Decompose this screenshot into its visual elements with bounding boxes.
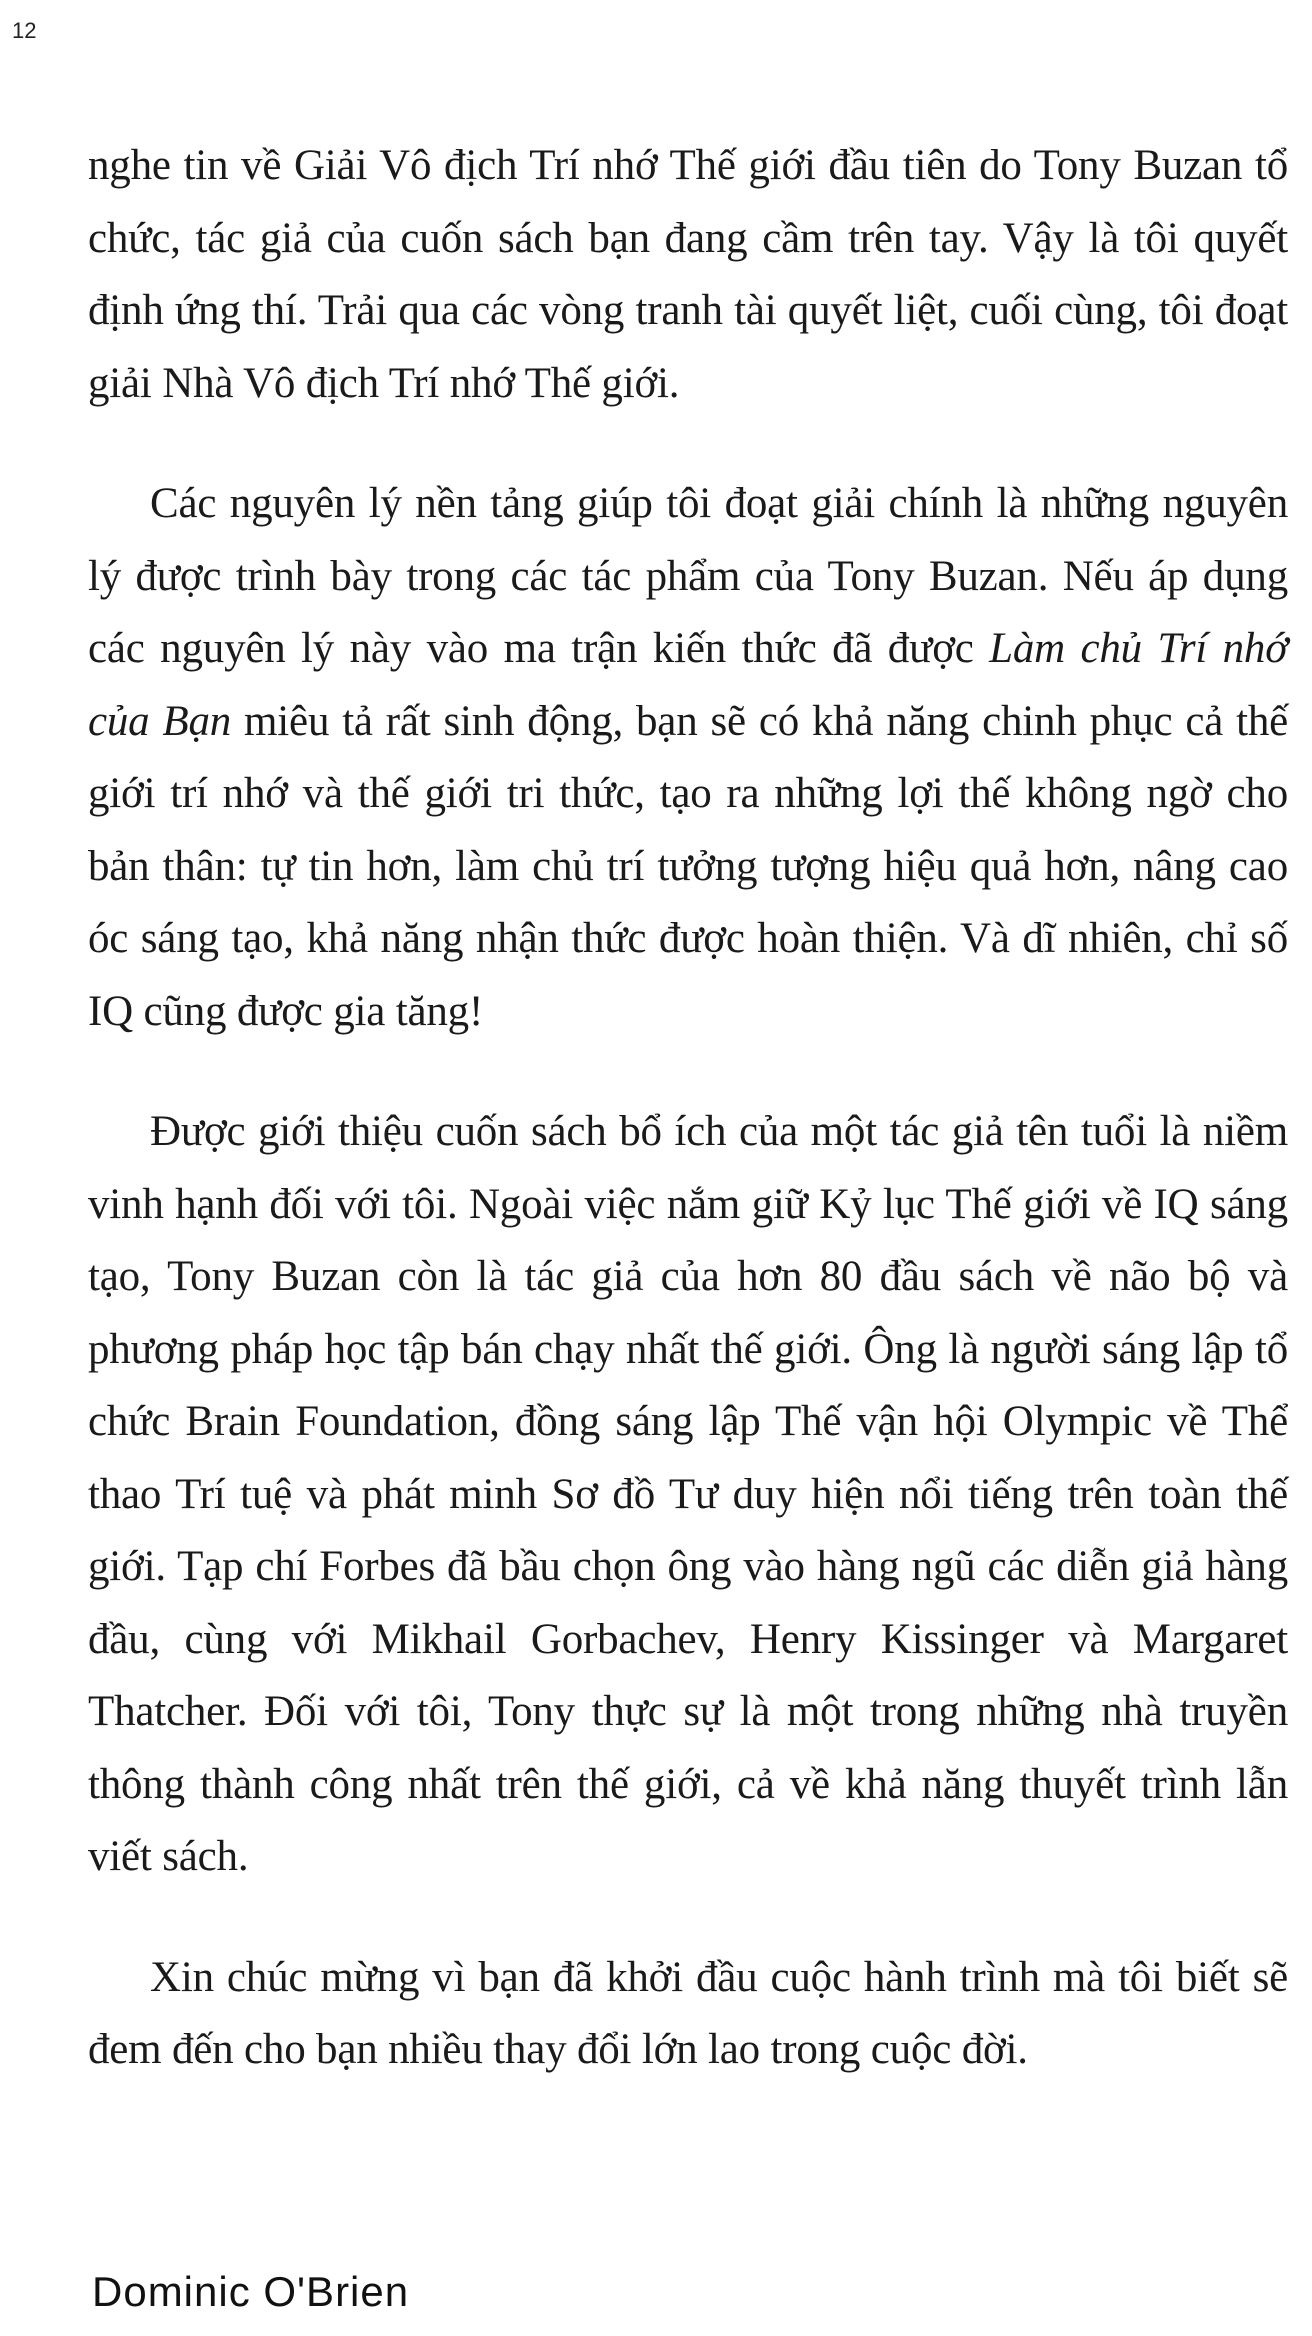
paragraph-text: nghe tin về Giải Vô địch Trí nhớ Thế giới đầu tiên do Tony Buzan tổ chức, tác giả của cuốn sách bạn đang cầm trên tay. Vậy là tôi quyết định ứng thí. Trải qua các vòng tranh tài quyết liệt, cuối cùng, tôi đoạt giải Nhà Vô địch Trí nhớ Thế giới.	[88, 142, 1288, 407]
author-signature: Dominic O'Brien	[92, 2268, 410, 2315]
paragraph-text: Xin chúc mừng vì bạn đã khởi đầu cuộc hành trình mà tôi biết sẽ đem đến cho bạn nhiều thay đổi lớn lao trong cuộc đời.	[88, 1953, 1288, 2073]
paragraph-continuation	[88, 130, 1288, 420]
paragraph-introduction	[88, 1096, 1288, 1894]
book-title-italic: Làm chủ Trí nhớ của Bạn	[88, 625, 1288, 745]
page-body	[88, 130, 1288, 2135]
paragraph-congratulations	[88, 1942, 1288, 2087]
paragraph-text: Các nguyên lý nền tảng giúp tôi đoạt giải chính là những nguyên lý được trình bày trong các tác phẩm của Tony Buzan. Nếu áp dụng các nguyên lý này vào ma trận kiến thức đã được	[88, 480, 1288, 672]
page-number: 12	[12, 18, 37, 43]
paragraph-principles	[88, 468, 1288, 1048]
paragraph-text: Được giới thiệu cuốn sách bổ ích của một tác giả tên tuổi là niềm vinh hạnh đối với tôi. Ngoài việc nắm giữ Kỷ lục Thế giới về IQ sáng tạo, Tony Buzan còn là tác giả của hơn 80 đầu sách về não bộ và phương pháp học tập bán chạy nhất thế giới. Ông là người sáng lập tổ chức Brain Foundation, đồng sáng lập Thế vận hội Olympic về Thể thao Trí tuệ và phát minh Sơ đồ Tư duy hiện nổi tiếng trên toàn thế giới. Tạp chí Forbes đã bầu chọn ông vào hàng ngũ các diễn giả hàng đầu, cùng với Mikhail Gorbachev, Henry Kissinger và Margaret Thatcher. Đối với tôi, Tony thực sự là một trong những nhà truyền thông thành công nhất trên thế giới, cả về khả năng thuyết trình lẫn viết sách.	[88, 1108, 1288, 1880]
paragraph-text: miêu tả rất sinh động, bạn sẽ có khả năng chinh phục cả thế giới trí nhớ và thế giới tri thức, tạo ra những lợi thế không ngờ cho bản thân: tự tin hơn, làm chủ trí tưởng tượng hiệu quả hơn, nâng cao óc sáng tạo, khả năng nhận thức được hoàn thiện. Và dĩ nhiên, chỉ số IQ cũng được gia tăng!	[88, 697, 1288, 1035]
